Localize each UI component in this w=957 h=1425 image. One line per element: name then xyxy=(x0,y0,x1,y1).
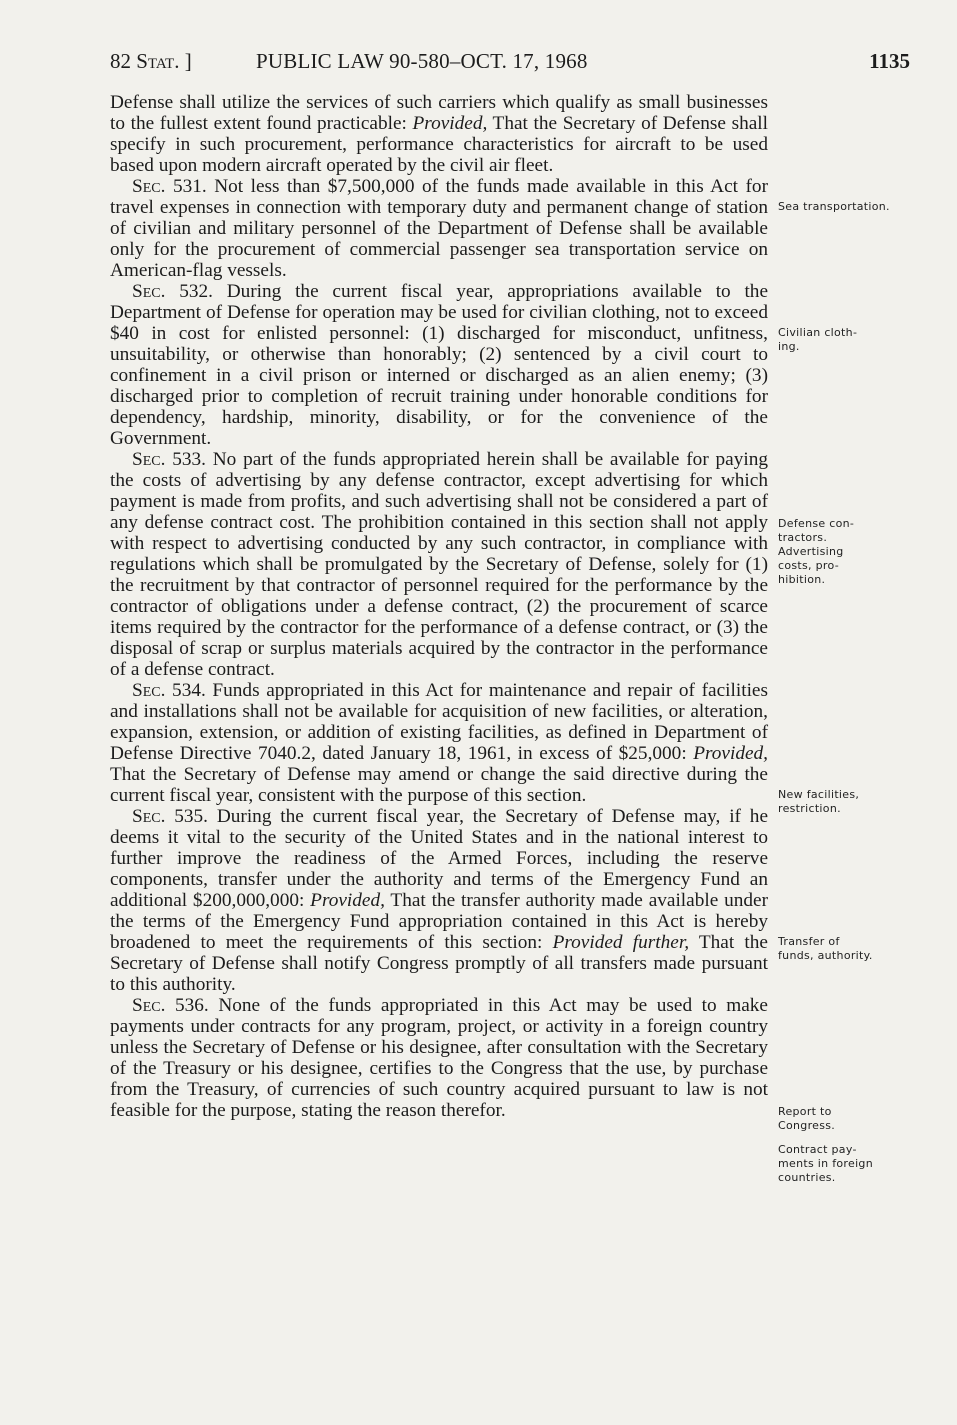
section-534: Sec. 534. Funds appropriated in this Act for maintenance and repair of facilities and installations shall not be available for acquisition of new facilities, or alteration, expansion, extension, or addition of existing facilities, as defined in Department of Defense Directive 7040.2, dated January 18, 1961, in excess of $25,000: Provided, That the Secretary of Defense may amend or change the said directive during the current fiscal year, consistent with the purpose of this section. xyxy=(110,680,768,806)
section-label: Sec. 535. xyxy=(132,806,209,827)
section-label: Sec. 534. xyxy=(132,680,206,701)
page-number: 1135 xyxy=(869,49,910,73)
section-531: Sec. 531. Not less than $7,500,000 of the funds made available in this Act for travel expenses in connection with temporary duty and permanent change of station of civilian and military personnel of the Department of Defense shall be available only for the procurement of commercial passenger sea transportation service on American-flag vessels. xyxy=(110,176,768,281)
section-label: Sec. 532. xyxy=(132,281,213,302)
margin-note-defense-contractors: Defense con- tractors. Advertising costs, pro- hibition. xyxy=(778,517,855,586)
section-536: Sec. 536. None of the funds appropriated in this Act may be used to make payments under contracts for any program, project, or activity in a foreign country unless the Secretary of Defense or his designee, after consultation with the Secretary of the Treasury or his designee, certifies to the Congress that the use, by purchase from the Treasury, of currencies of such country acquired pursuant to law is not feasible for the purpose, stating the reason therefor. xyxy=(110,995,768,1121)
section-535: Sec. 535. During the current fiscal year, the Secretary of Defense may, if he deems it vital to the security of the United States and in the national interest to further improve the readiness of the Armed Forces, including the reserve components, transfer under the authority and terms of the Emergency Fund an additional $200,000,000: Provided, That the transfer authority made available under the terms of the Emergency Fund appropriation contained in this Act is hereby broadened to meet the requirements of this section: Provided further, That the Secretary of Defense shall notify Congress promptly of all transfers made pursuant to this authority. xyxy=(110,806,769,995)
section-532: Sec. 532. During the current fiscal year, appropriations available to the Department of Defense for operation may be used for civilian clothing, not to exceed $40 in cost for enlisted personnel: (1) discharged for misconduct, unfitness, unsuitability, or otherwise than honorably; (2) sentenced by a civil court to confinement in a civil prison or interned or discharged as an alien enemy; (3) discharged prior to completion of recruit training under honorable conditions for dependency, hardship, minority, disability, or for the convenience of the Government. xyxy=(110,281,768,449)
bracket: ] xyxy=(184,49,192,73)
body-text xyxy=(110,92,768,1121)
volume-label: 82 Stat. xyxy=(110,49,180,73)
margin-note-new-facilities: New facilities, restriction. xyxy=(778,788,860,815)
running-title: PUBLIC LAW 90-580–OCT. 17, 1968 xyxy=(256,49,588,73)
section-533: Sec. 533. No part of the funds appropriated herein shall be available for paying the costs of advertising by any defense contractor, except advertising for which payment is made from profits, and such advertising shall not be considered a part of any defense contract cost. The prohibition contained in this section shall not apply with respect to advertising conducted by any such contractor, in compliance with regulations which shall be promulgated by the Secretary of Defense, solely for (1) the recruitment by that contractor of personnel required for the performance by the contractor of obligations under a defense contract, (2) the procurement of scarce items required by the contractor for the performance of a defense contract, or (3) the disposal of scrap or surplus materials acquired by the contractor in the performance of a defense contract. xyxy=(110,449,768,680)
margin-note-transfer-of-funds: Transfer of funds, authority. xyxy=(778,935,873,962)
margin-note-sea-transportation: Sea transportation. xyxy=(778,200,890,213)
paragraph-continuation: Defense shall utilize the services of such carriers which qualify as small businesses to the fullest extent found practicable: Provided, That the Secretary of Defense shall specify in such procurement, performance characteristics for aircraft to be used based upon modern aircraft operated by the civil air fleet. xyxy=(110,92,768,176)
margin-note-civilian-clothing: Civilian cloth- ing. xyxy=(778,326,858,353)
page-header xyxy=(110,46,910,76)
statute-reference xyxy=(110,46,192,76)
margin-note-contract-payments: Contract pay- ments in foreign countries. xyxy=(778,1143,873,1184)
section-label: Sec. 533. xyxy=(132,449,206,470)
section-label: Sec. 536. xyxy=(132,995,209,1016)
section-label: Sec. 531. xyxy=(132,176,207,197)
margin-note-report-to-congress: Report to Congress. xyxy=(778,1105,836,1132)
